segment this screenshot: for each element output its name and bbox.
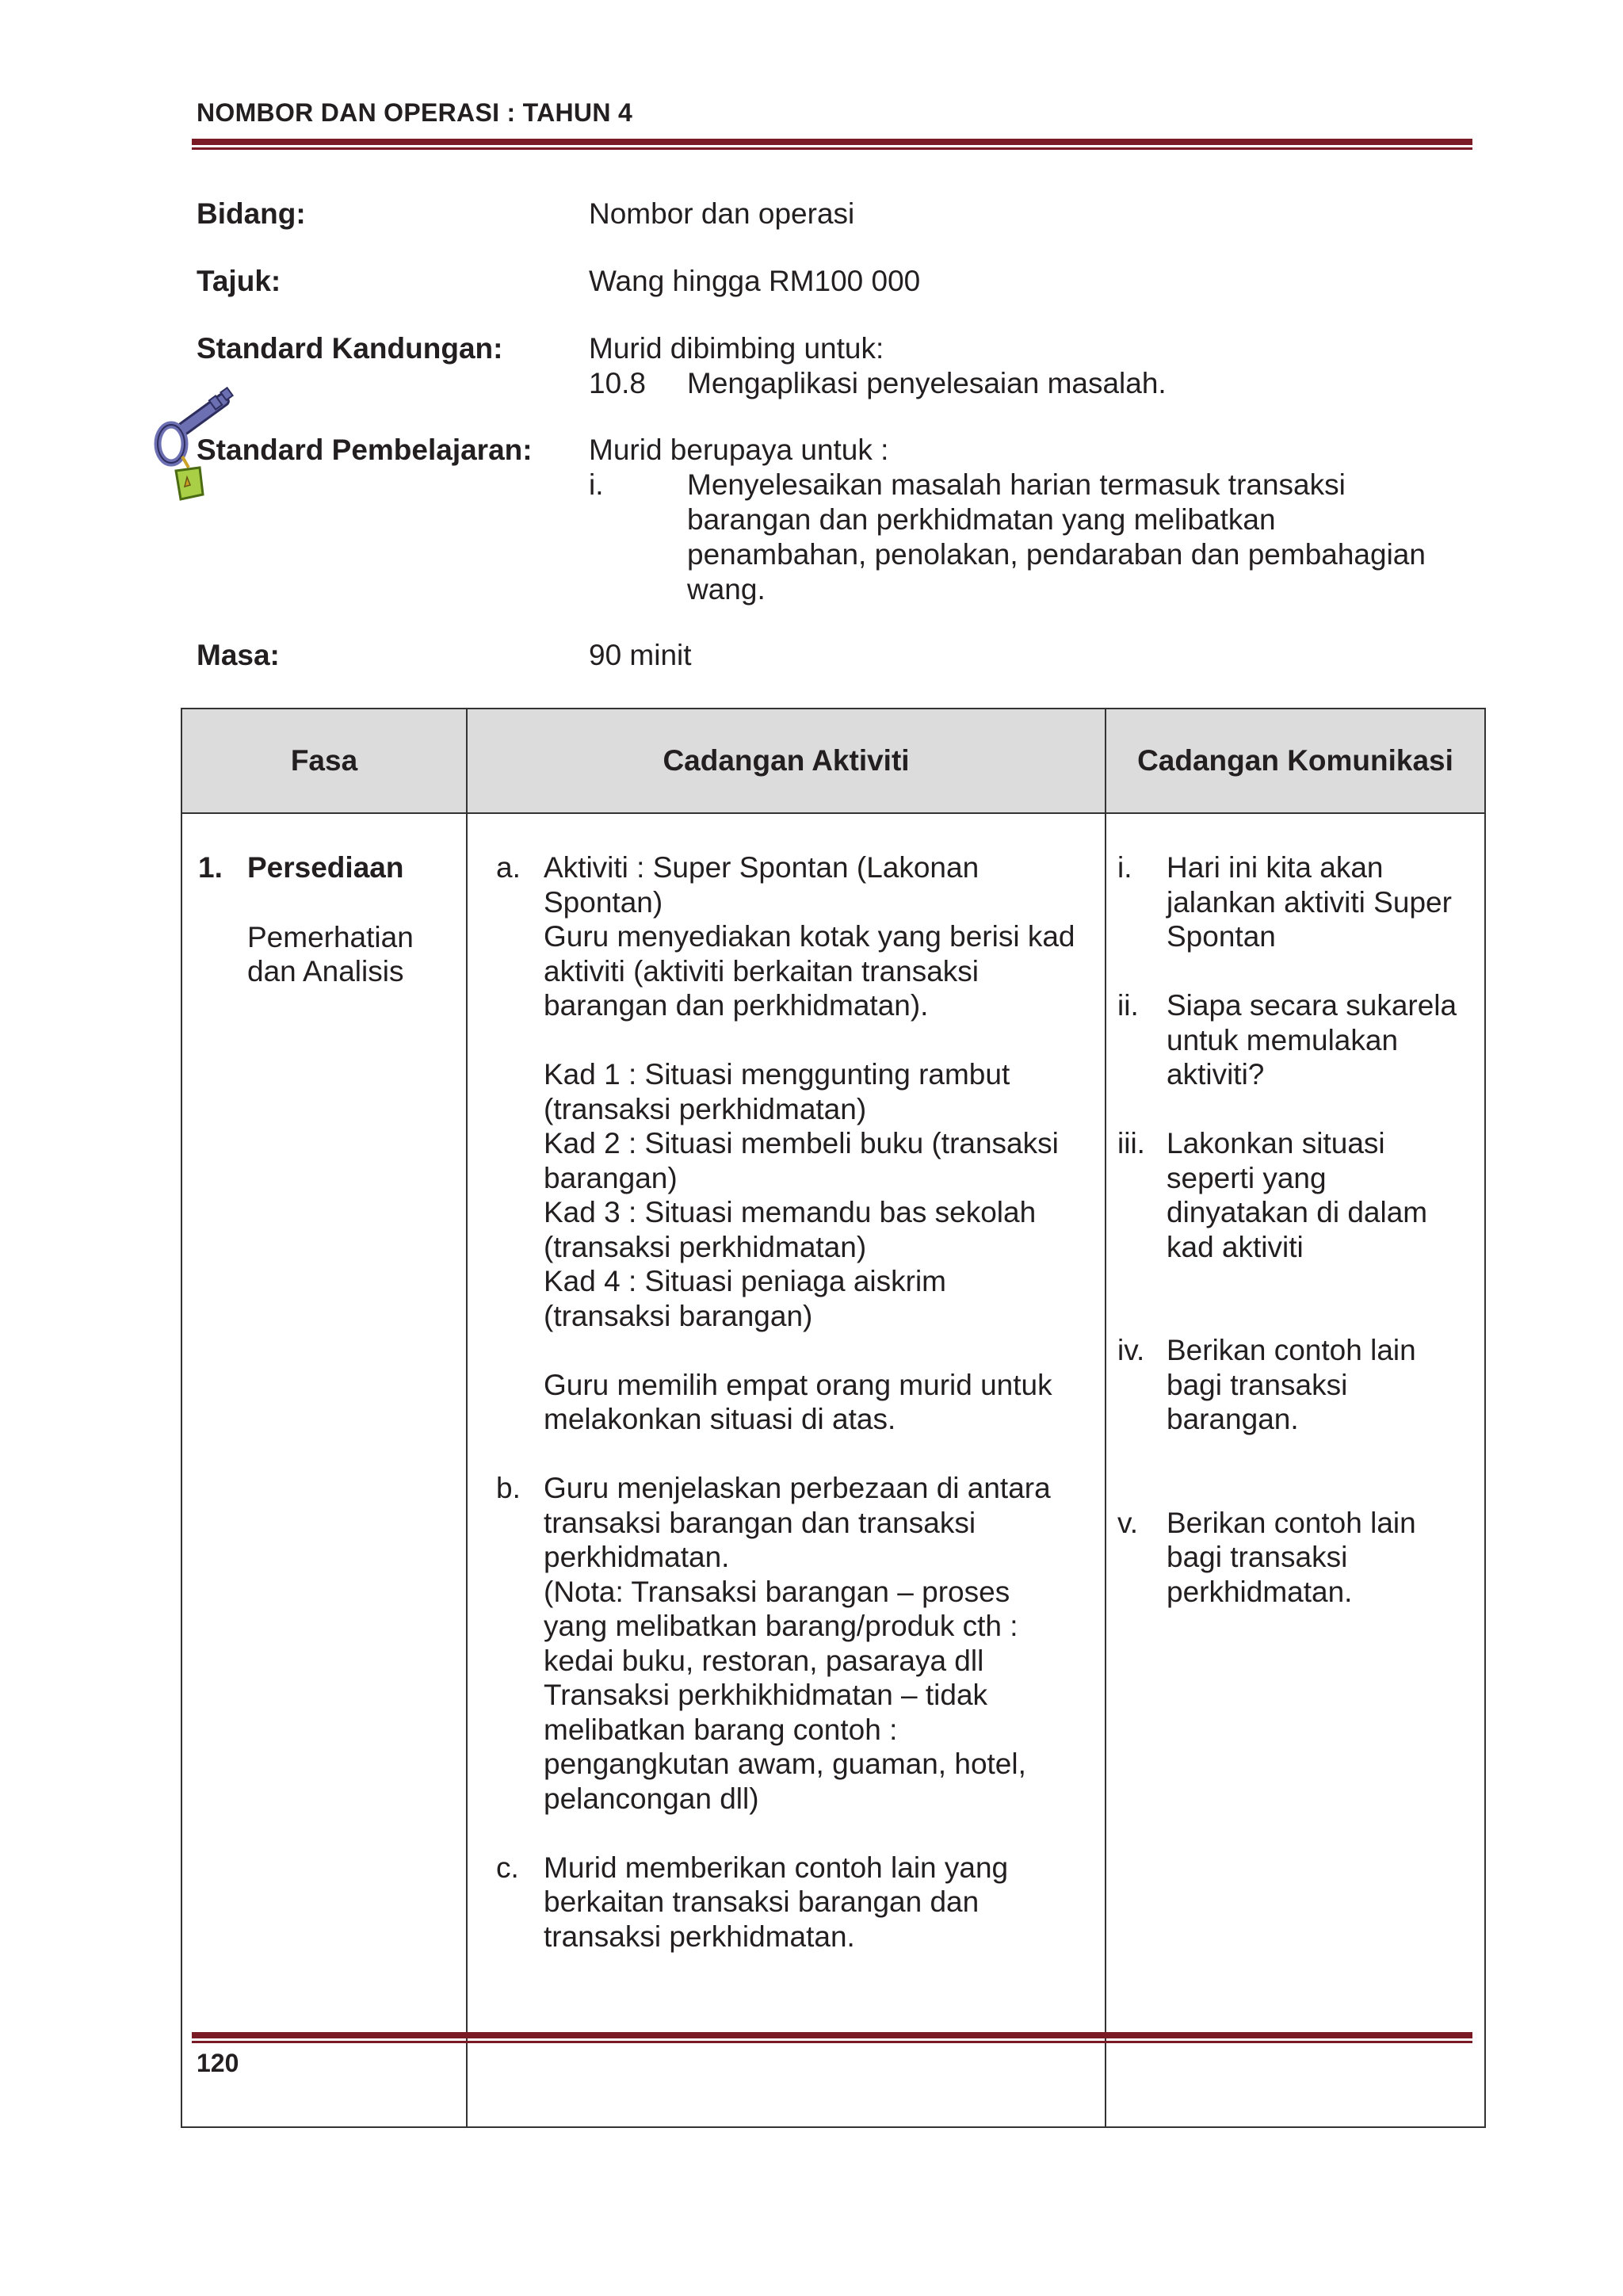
standard-pembelajaran-label: Standard Pembelajaran: [197, 434, 533, 466]
phase-subtitle-line: dan Analisis [247, 955, 404, 988]
communication-line: jalankan aktiviti Super [1167, 885, 1452, 919]
communication-line: Hari ini kita akan [1167, 851, 1384, 884]
activity-line: Kad 2 : Situasi membeli buku (transaksi [544, 1127, 1059, 1159]
komunikasi-cell [1106, 813, 1485, 2127]
activity-line: Aktiviti : Super Spontan (Lakonan [544, 851, 980, 884]
footer-rule [192, 2032, 1472, 2043]
standard-kandungan-text: Mengaplikasi penyelesaian masalah. [687, 367, 1167, 399]
activity-line: transaksi barangan dan transaksi [544, 1506, 976, 1539]
standard-pembelajaran-line: wang. [687, 573, 766, 606]
bidang-value: Nombor dan operasi [589, 197, 855, 230]
activity-b-block [496, 1471, 1097, 1816]
activity-line: melakonkan situasi di atas. [544, 1403, 896, 1435]
phase-subtitle [198, 920, 466, 989]
standard-kandungan-intro: Murid dibimbing untuk: [589, 332, 884, 365]
activity-line: barangan dan perkhidmatan). [544, 989, 929, 1022]
lesson-plan-table [181, 708, 1486, 2128]
activity-line: (transaksi perkhidmatan) [544, 1092, 867, 1125]
activity-c-block [496, 1851, 1097, 1954]
activity-line: berkaitan transaksi barangan dan [544, 1885, 980, 1918]
aktiviti-cell [467, 813, 1106, 2127]
communication-numeral: iv. [1117, 1334, 1145, 1366]
communication-line: Spontan [1167, 920, 1276, 953]
activity-line: Guru menjelaskan perbezaan di antara [544, 1472, 1051, 1504]
activity-line: Kad 3 : Situasi memandu bas sekolah [544, 1196, 1037, 1228]
communication-line: bagi transaksi [1167, 1368, 1348, 1401]
activity-line: pelancongan dll) [544, 1782, 759, 1815]
standard-pembelajaran-numeral: i. [589, 468, 604, 501]
activity-line: kedai buku, restoran, pasaraya dll [544, 1644, 984, 1677]
communication-line: barangan. [1167, 1403, 1299, 1435]
activity-line: Murid memberikan contoh lain yang [544, 1851, 1009, 1884]
activity-letter: a. [496, 851, 521, 884]
phase-subtitle-line: Pemerhatian [247, 920, 414, 953]
page-header-title: NOMBOR DAN OPERASI : TAHUN 4 [197, 98, 633, 127]
phase-number: 1. [198, 851, 223, 884]
communication-item [1117, 1126, 1484, 1264]
tajuk-value: Wang hingga RM100 000 [589, 265, 921, 297]
masa-value: 90 minit [589, 639, 692, 671]
activity-letter: c. [496, 1851, 519, 1884]
communication-line: Berikan contoh lain [1167, 1334, 1416, 1366]
communication-numeral: i. [1117, 851, 1132, 884]
activity-line: yang melibatkan barang/produk cth : [544, 1610, 1018, 1642]
activity-a-cards [496, 1057, 1097, 1333]
communication-numeral: ii. [1117, 989, 1139, 1022]
communication-line: bagi transaksi [1167, 1541, 1348, 1573]
phase-title [198, 850, 466, 885]
activity-line: (Nota: Transaksi barangan – proses [544, 1575, 1010, 1608]
activity-line: Guru memilih empat orang murid untuk [544, 1368, 1052, 1401]
activity-line: aktiviti (aktiviti berkaitan transaksi [544, 954, 980, 988]
page-number: 120 [197, 2049, 239, 2077]
activity-line: Kad 1 : Situasi menggunting rambut [544, 1058, 1010, 1091]
standard-pembelajaran-line: Menyelesaikan masalah harian termasuk transaksi [687, 468, 1346, 501]
standard-kandungan-label: Standard Kandungan: [197, 332, 503, 365]
standard-pembelajaran-line: penambahan, penolakan, pendaraban dan pembahagian [687, 538, 1426, 571]
column-header-cadangan-aktiviti: Cadangan Aktiviti [467, 709, 1106, 813]
communication-numeral: iii. [1117, 1127, 1145, 1159]
communication-item [1117, 850, 1484, 954]
communication-line: Siapa secara sukarela [1167, 989, 1457, 1022]
communication-line: dinyatakan di dalam [1167, 1196, 1428, 1228]
standard-kandungan-value [589, 331, 1167, 401]
masa-label: Masa: [197, 639, 280, 671]
activity-line: perkhidmatan. [544, 1541, 730, 1573]
communication-line: seperti yang [1167, 1161, 1327, 1194]
communication-item [1117, 1333, 1484, 1437]
phase-name: Persediaan [247, 851, 404, 884]
standard-pembelajaran-line: barangan dan perkhidmatan yang melibatkan [687, 503, 1276, 536]
header-rule [192, 139, 1472, 150]
communication-item [1117, 1506, 1484, 1610]
standard-pembelajaran-intro: Murid berupaya untuk : [589, 434, 889, 466]
tajuk-label: Tajuk: [197, 265, 281, 297]
activity-line: Spontan) [544, 885, 663, 919]
activity-line: barangan) [544, 1161, 678, 1194]
communication-line: untuk memulakan [1167, 1023, 1399, 1056]
communication-line: kad aktiviti [1167, 1230, 1304, 1263]
bidang-label: Bidang: [197, 197, 306, 230]
column-header-cadangan-komunikasi: Cadangan Komunikasi [1106, 709, 1485, 813]
communication-numeral: v. [1117, 1506, 1139, 1539]
activity-line: pengangkutan awam, guaman, hotel, [544, 1748, 1026, 1780]
activity-line: (transaksi perkhidmatan) [544, 1230, 867, 1263]
table-row [181, 813, 1485, 2127]
column-header-fasa: Fasa [181, 709, 467, 813]
table-header-row [181, 709, 1485, 813]
communication-line: aktiviti? [1167, 1058, 1265, 1091]
activity-line: melibatkan barang contoh : [544, 1713, 898, 1746]
activity-line: transaksi perkhidmatan. [544, 1920, 855, 1953]
activity-line: Kad 4 : Situasi peniaga aiskrim [544, 1265, 946, 1297]
standard-kandungan-code: 10.8 [589, 367, 647, 399]
fasa-cell [181, 813, 467, 2127]
activity-letter: b. [496, 1472, 521, 1504]
activity-a-selection [496, 1368, 1097, 1437]
activity-line: Transaksi perkhikhidmatan – tidak [544, 1679, 988, 1711]
activity-line: (transaksi barangan) [544, 1299, 813, 1332]
standard-pembelajaran-value [589, 433, 1426, 607]
communication-line: perkhidmatan. [1167, 1575, 1353, 1608]
communication-line: Berikan contoh lain [1167, 1506, 1416, 1539]
activity-a-block [496, 850, 1097, 1023]
communication-item [1117, 988, 1484, 1092]
communication-line: Lakonkan situasi [1167, 1127, 1385, 1159]
activity-line: Guru menyediakan kotak yang berisi kad [544, 920, 1075, 953]
